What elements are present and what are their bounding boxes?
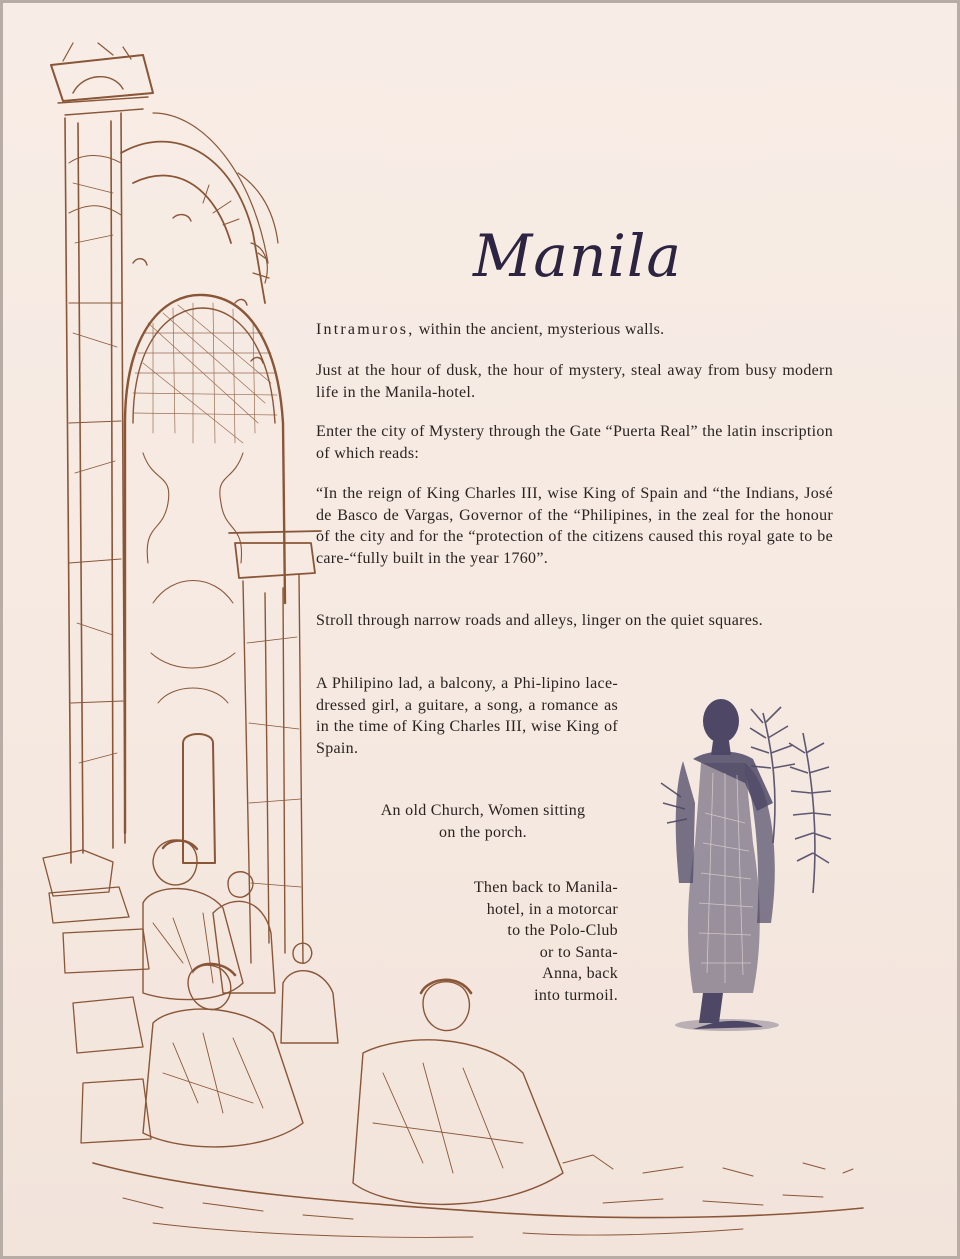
page-title: Manila <box>473 222 682 290</box>
return-paragraph <box>408 877 618 1006</box>
gate-paragraph: Enter the city of Mystery through the Gate “Puerta Real” the latin inscription of which reads: <box>316 423 833 462</box>
return-line: or to Santa- <box>539 943 618 961</box>
return-line: hotel, in a motorcar <box>486 900 618 918</box>
intro-text: within the ancient, mysterious walls. <box>414 321 665 338</box>
intro-keyword: Intramuros, <box>316 321 415 338</box>
woman-in-lace-dress-photo <box>653 693 833 1033</box>
church-line: An old Church, Women sitting <box>380 802 586 819</box>
lad-paragraph: A Philipino lad, a balcony, a Phi-lipino lace-dressed girl, a guitare, a song, a romance as in the time of King Charles III, wise King of Spain. <box>316 675 618 757</box>
return-line: Anna, back <box>542 965 618 982</box>
dusk-paragraph: Just at the hour of dusk, the hour of mystery, steal away from busy modern life in the Manila-hotel. <box>316 362 833 401</box>
return-line: to the Polo-Club <box>507 922 618 939</box>
return-line: Then back to Manila- <box>473 879 618 896</box>
church-line: on the porch. <box>439 823 527 841</box>
church-paragraph <box>348 800 618 843</box>
return-line: into turmoil. <box>534 986 618 1004</box>
inscription-quote: “In the reign of King Charles III, wise King of Spain and “the Indians, José de Basco de Vargas, Governor of the “Philipines, in the zeal for the honour of the city and for the “protection of the citizens caused this royal gate to be care-“fully built in the year 1760”. <box>316 485 833 567</box>
intro-paragraph <box>316 319 836 341</box>
stroll-paragraph: Stroll through narrow roads and alleys, linger on the quiet squares. <box>316 612 763 629</box>
